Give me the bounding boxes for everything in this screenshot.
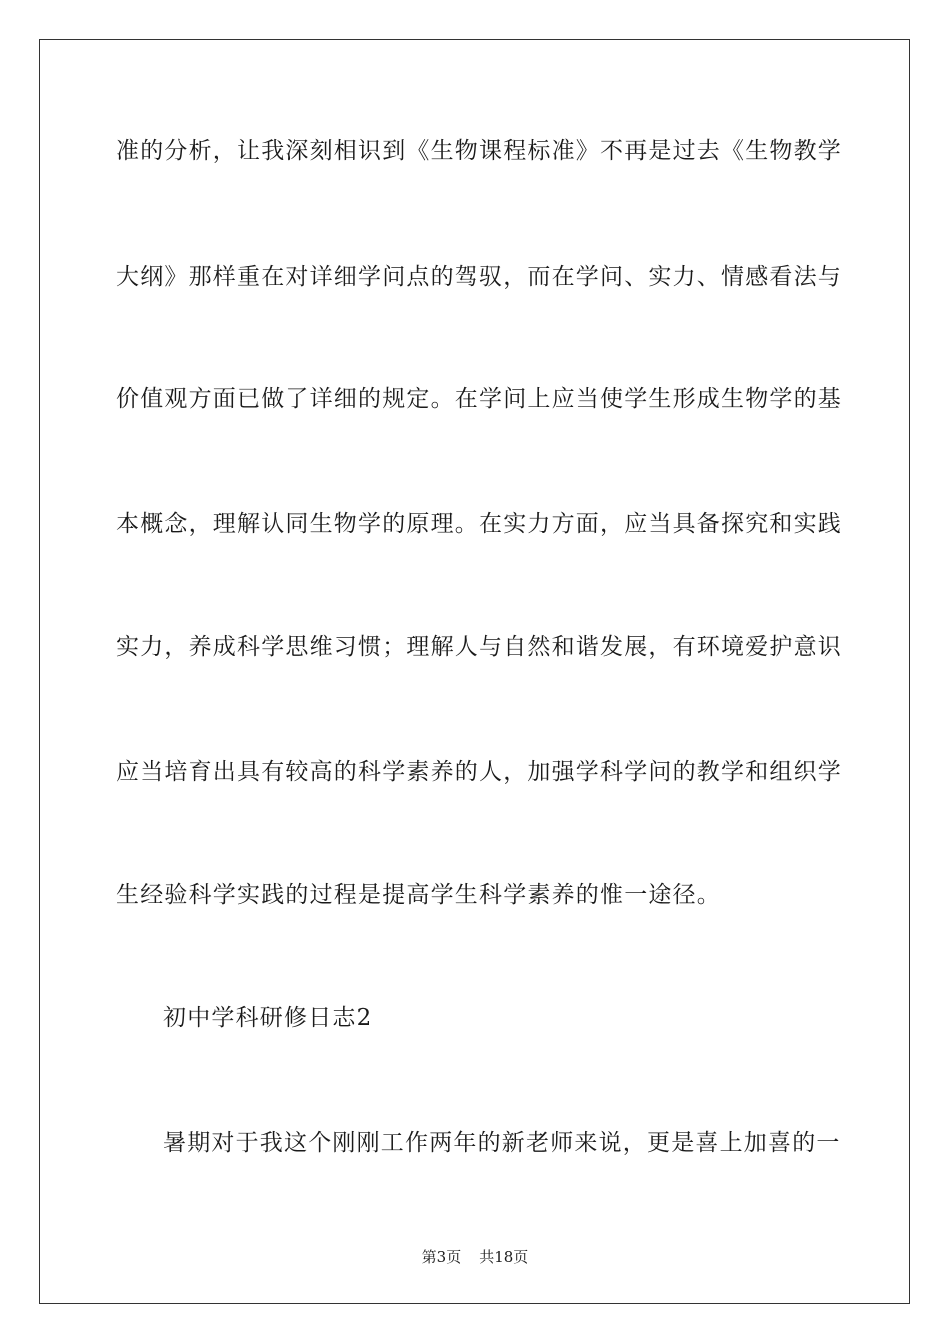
body-text-line: 应当培育出具有较高的科学素养的人，加强学科学问的教学和组织学 [116, 759, 842, 785]
body-text-line: 实力，养成科学思维习惯；理解人与自然和谐发展，有环境爱护意识 [116, 634, 842, 660]
page-border [39, 39, 910, 1304]
body-text-line: 生经验科学实践的过程是提高学生科学素养的惟一途径。 [116, 882, 721, 908]
body-text-line: 大纲》那样重在对详细学问点的驾驭，而在学问、实力、情感看法与 [116, 264, 842, 290]
body-text-line: 准的分析，让我深刻相识到《生物课程标准》不再是过去《生物教学 [116, 138, 842, 164]
page-footer [0, 1247, 950, 1267]
page-total: 共18页 [479, 1248, 529, 1266]
section-heading: 初中学科研修日志2 [163, 1005, 373, 1031]
page-number: 第3页 [421, 1248, 462, 1266]
body-text-line: 价值观方面已做了详细的规定。在学问上应当使学生形成生物学的基 [116, 386, 842, 412]
body-text-line: 本概念，理解认同生物学的原理。在实力方面，应当具备探究和实践 [116, 511, 842, 537]
paragraph-first-line: 暑期对于我这个刚刚工作两年的新老师来说，更是喜上加喜的一 [163, 1130, 841, 1156]
